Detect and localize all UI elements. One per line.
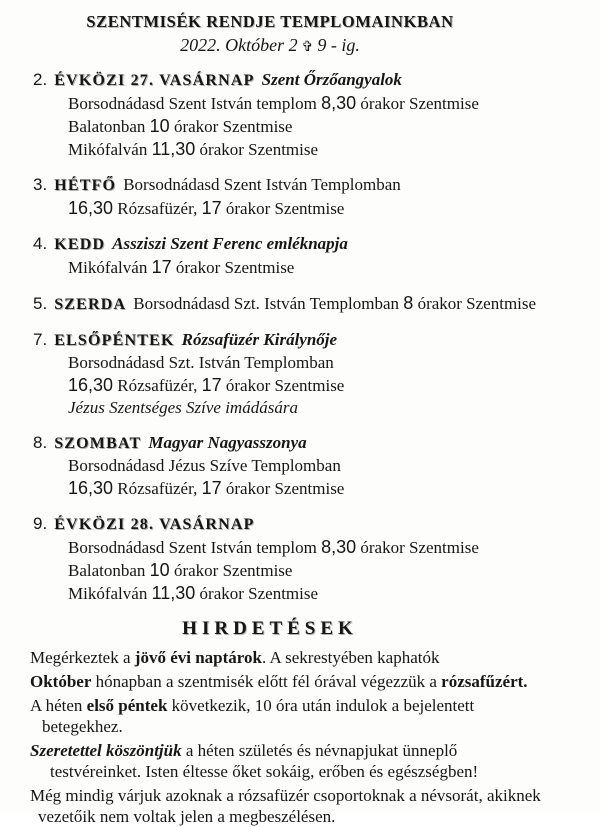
announcement-paragraph (30, 695, 594, 738)
announcement-text: betegekhez. (42, 716, 123, 736)
mass-line (68, 352, 596, 374)
announcements-heading: HIRDETÉSEK (182, 618, 358, 639)
announcement-text: testvéreinket. Isten éltesse őket sokáig, erőben és egészségben! (50, 761, 479, 781)
mass-label: órakor Szentmise (171, 258, 295, 277)
feast-name: Szent Őrzőangyalok (261, 70, 402, 89)
section-body (68, 197, 596, 220)
mass-time: 10 (149, 116, 170, 136)
doc-title: SZENTMISÉK RENDJE TEMPLOMAINKBAN (86, 12, 454, 31)
mass-label: órakor Szentmise (356, 94, 479, 113)
announcement-line (30, 785, 594, 806)
announcement-text-bold: jövő évi naptárok (134, 648, 262, 667)
announcement-paragraph (30, 740, 594, 783)
section-number: 8. (33, 433, 48, 452)
schedule-section-sunday-28 (33, 513, 596, 605)
section-heading (33, 329, 596, 352)
mass-place: Borsodnádasd Szent István templom (68, 538, 322, 557)
devotion-note (68, 397, 596, 419)
section-number: 4. (33, 234, 48, 253)
section-heading (33, 513, 596, 536)
mass-time: 8,30 (321, 537, 357, 557)
announcement-paragraph (30, 647, 594, 668)
announcement-line (30, 695, 594, 716)
section-heading (33, 69, 596, 92)
announcement-line (50, 761, 594, 782)
day-name: KEDD (54, 236, 106, 253)
mass-place: Mikófalván (68, 584, 152, 603)
mass-label: órakor Szentmise (221, 479, 345, 498)
section-number: 7. (33, 330, 48, 349)
mass-label: órakor Szentmise (195, 584, 319, 603)
feast-name: Rózsafüzér Királynője (181, 330, 338, 349)
heading-place: Borsodnádasd Szent István Templomban (123, 175, 401, 194)
announcement-text: A héten (30, 695, 87, 715)
mass-place: Borsodnádasd Szent István templom (68, 94, 322, 113)
day-name: HÉTFŐ (54, 177, 117, 194)
day-name: SZOMBAT (54, 435, 142, 452)
announcement-text-bold: első péntek (86, 695, 168, 715)
announcements (30, 647, 594, 827)
mass-label: órakor Szentmise (195, 140, 319, 159)
cross-icon: ✞ (301, 39, 314, 55)
mass-label: órakor Szentmise (221, 376, 345, 395)
section-number: 5. (33, 294, 48, 313)
mass-line (68, 92, 596, 115)
day-name: ÉVKÖZI 27. VASÁRNAP (54, 72, 255, 89)
mass-place: Mikófalván (68, 258, 152, 277)
schedule-section-sunday-27 (33, 69, 596, 161)
mass-time: 16,30 (68, 478, 114, 498)
announcement-line (42, 716, 594, 737)
mass-line (68, 536, 596, 559)
mass-place: Borsodnádasd Szt. István Templomban (68, 353, 334, 372)
announcement-text-bold-italic: Szeretettel köszöntjük (30, 740, 182, 760)
section-body (68, 256, 596, 279)
mass-time: 10 (149, 560, 170, 580)
mass-line (68, 115, 596, 138)
announcement-text: vezetőik nem voltak jelen a megbeszélésen. (38, 807, 336, 827)
mass-time: 8 (403, 293, 414, 313)
mass-line (68, 582, 596, 605)
section-number: 3. (33, 175, 48, 194)
section-body (68, 92, 596, 161)
feast-name: Assziszi Szent Ferenc emléknapja (112, 234, 348, 253)
mass-label: Rózsafüzér, (113, 199, 202, 218)
mass-label: órakor Szentmise (169, 561, 293, 580)
subtitle-date-end: 9 - ig. (317, 35, 360, 55)
announcement-text: hónapban a szentmisék előtt fél órával végezzük a (91, 671, 442, 691)
day-name: ELSŐPÉNTEK (54, 332, 175, 349)
announcement-text: következik, 10 óra után indulok a bejelentett (167, 695, 475, 715)
mass-label: órakor Szentmise (413, 294, 537, 313)
announcement-paragraph (30, 671, 594, 692)
mass-time: 11,30 (151, 583, 196, 603)
mass-label: órakor Szentmise (356, 538, 479, 557)
devotion-text: Jézus Szentséges Szíve imádására (68, 398, 298, 417)
mass-place: Balatonban (68, 117, 150, 136)
mass-place: Mikófalván (68, 140, 152, 159)
section-body (68, 536, 596, 605)
mass-line (68, 477, 596, 500)
announcement-text: Még mindig várjuk azoknak a rózsafüzér csoportoknak a névsorát, akiknek (30, 785, 541, 805)
doc-subtitle (0, 35, 540, 56)
mass-place: Balatonban (68, 561, 150, 580)
section-heading (33, 432, 596, 455)
section-number: 2. (33, 70, 48, 89)
section-heading (33, 292, 596, 316)
announcement-line (30, 671, 594, 692)
mass-label: Rózsafüzér, (113, 376, 202, 395)
section-body (68, 455, 596, 500)
mass-line (68, 559, 596, 582)
announcement-text: a héten születés és névnapjukat ünneplő (181, 740, 458, 760)
mass-line (68, 197, 596, 220)
heading-place: Borsodnádasd Szt. István Templomban (133, 294, 404, 313)
mass-time: 8,30 (321, 93, 357, 113)
announcement-text-bold: Október (30, 671, 92, 691)
mass-line (68, 256, 596, 279)
section-heading (33, 174, 596, 197)
schedule-section-tuesday (33, 233, 596, 279)
announcement-text: . A sekrestyében kaphatók (261, 648, 440, 667)
mass-time: 11,30 (151, 139, 196, 159)
schedule-section-first-friday (33, 329, 596, 419)
mass-label: órakor Szentmise (169, 117, 293, 136)
mass-line (68, 455, 596, 477)
mass-time: 16,30 (68, 198, 114, 218)
mass-place: Borsodnádasd Jézus Szíve Templomban (68, 456, 341, 475)
announcement-paragraph (30, 785, 594, 827)
mass-line (68, 374, 596, 397)
mass-time: 17 (201, 478, 222, 498)
mass-line (68, 138, 596, 161)
mass-time: 17 (201, 375, 222, 395)
schedule-section-monday (33, 174, 596, 220)
announcement-text-bold: rózsafűzért. (441, 671, 528, 691)
mass-label: Rózsafüzér, (113, 479, 202, 498)
day-name: SZERDA (54, 296, 127, 313)
schedule-section-saturday (33, 432, 596, 500)
mass-time: 17 (201, 198, 222, 218)
announcement-line (38, 806, 594, 827)
feast-name: Magyar Nagyasszonya (148, 433, 307, 452)
section-heading (33, 233, 596, 256)
announcement-text: Megérkeztek a (30, 648, 135, 667)
mass-time: 17 (151, 257, 172, 277)
announcement-line (30, 740, 594, 761)
schedule-section-wednesday (33, 292, 596, 316)
mass-label: órakor Szentmise (221, 199, 345, 218)
section-number: 9. (33, 514, 48, 533)
subtitle-date-start: 2022. Október 2 (180, 35, 298, 55)
day-name: ÉVKÖZI 28. VASÁRNAP (54, 516, 255, 533)
announcement-line (30, 647, 594, 668)
section-body (68, 352, 596, 419)
mass-time: 16,30 (68, 375, 114, 395)
